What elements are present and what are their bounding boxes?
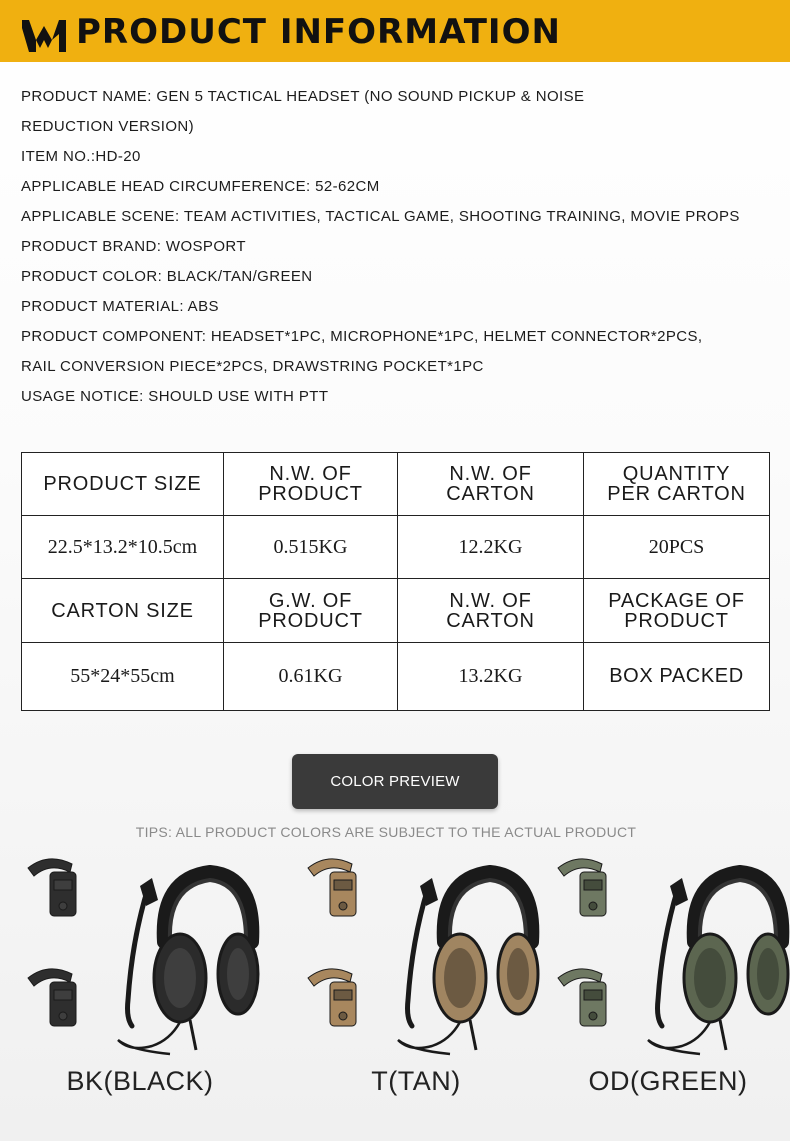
spec-header-cell: PRODUCT SIZE [22, 453, 224, 516]
spec-value-cell: 55*24*55cm [22, 643, 224, 711]
info-line: APPLICABLE HEAD CIRCUMFERENCE: 52-62CM [21, 178, 380, 195]
spec-header-row [22, 579, 770, 643]
spec-header-cell: PACKAGE OF PRODUCT [584, 579, 770, 643]
spec-table [21, 452, 770, 711]
info-line: RAIL CONVERSION PIECE*2PCS, DRAWSTRING POCKET*1PC [21, 358, 484, 375]
spec-header-cell: QUANTITY PER CARTON [584, 453, 770, 516]
info-line: PRODUCT NAME: GEN 5 TACTICAL HEADSET (NO SOUND PICKUP & NOISE [21, 88, 585, 105]
info-line: PRODUCT COMPONENT: HEADSET*1PC, MICROPHONE*1PC, HELMET CONNECTOR*2PCS, [21, 328, 703, 345]
spec-header-cell: G.W. OF PRODUCT [224, 579, 398, 643]
spec-value-cell: 20PCS [584, 516, 770, 579]
variant-label-tan: T(TAN) [371, 1066, 461, 1096]
info-line: PRODUCT MATERIAL: ABS [21, 298, 219, 315]
info-line: USAGE NOTICE: SHOULD USE WITH PTT [21, 388, 329, 405]
variant-label-black: BK(BLACK) [66, 1066, 214, 1096]
spec-value-cell: 13.2KG [398, 643, 584, 711]
product-info-list [21, 82, 781, 412]
headset-tan-icon [300, 850, 540, 1060]
color-tips-note: TIPS: ALL PRODUCT COLORS ARE SUBJECT TO THE ACTUAL PRODUCT [135, 824, 637, 840]
info-line: PRODUCT COLOR: BLACK/TAN/GREEN [21, 268, 313, 285]
info-line: PRODUCT BRAND: WOSPORT [21, 238, 246, 255]
spec-header-cell: N.W. OF CARTON [398, 579, 584, 643]
spec-value-cell: 12.2KG [398, 516, 584, 579]
info-line: APPLICABLE SCENE: TEAM ACTIVITIES, TACTICAL GAME, SHOOTING TRAINING, MOVIE PROPS [21, 208, 740, 225]
spec-value-cell: 22.5*13.2*10.5cm [22, 516, 224, 579]
page-header [0, 0, 790, 62]
info-line: ITEM NO.:HD-20 [21, 148, 141, 165]
info-line: REDUCTION VERSION) [21, 118, 195, 135]
spec-value-cell: BOX PACKED [584, 643, 770, 711]
spec-header-row [22, 453, 770, 516]
headset-black-icon [20, 850, 260, 1060]
spec-header-cell: N.W. OF PRODUCT [224, 453, 398, 516]
page-title: PRODUCT INFORMATION [76, 12, 561, 52]
spec-value-cell: 0.61KG [224, 643, 398, 711]
spec-header-cell: CARTON SIZE [22, 579, 224, 643]
spec-value-row [22, 516, 770, 579]
spec-value-cell: 0.515KG [224, 516, 398, 579]
spec-header-cell: N.W. OF CARTON [398, 453, 584, 516]
headset-green-icon [550, 850, 790, 1060]
spec-value-row [22, 643, 770, 711]
variant-label-green: OD(GREEN) [588, 1066, 748, 1096]
brand-logo-icon [22, 16, 66, 52]
color-preview-button[interactable]: COLOR PREVIEW [292, 754, 498, 809]
